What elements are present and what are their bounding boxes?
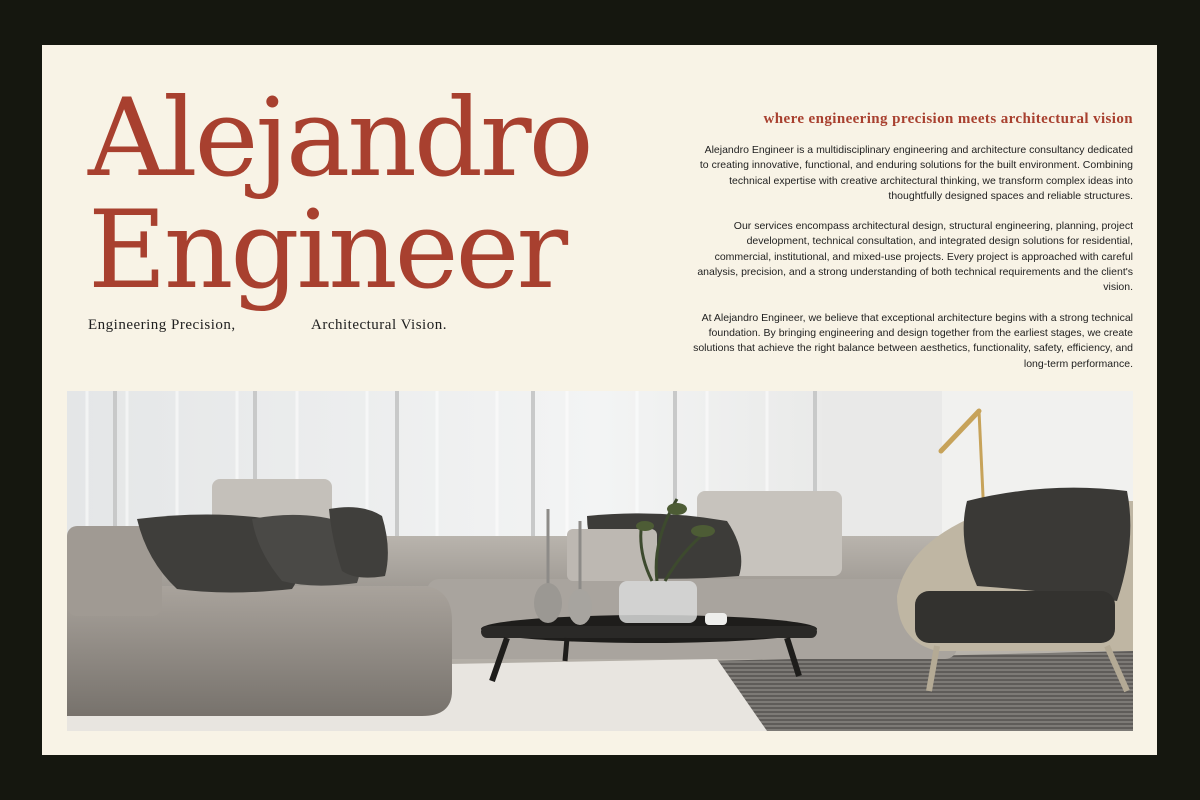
- tagline-left: Engineering Precision,: [88, 317, 236, 333]
- brand-title-line-1: Alejandro: [88, 76, 591, 201]
- paragraph-philosophy: At Alejandro Engineer, we believe that exceptional architecture begins with a strong technical foundation. By bringing engineering and design together from the earliest stages, we create solutions that achieve the right balance between aesthetics, functionality, safety, efficiency, and long-term performance.: [693, 311, 1133, 370]
- interior-photo: [67, 391, 1133, 731]
- subheading: where engineering precision meets architectural vision: [763, 111, 1133, 127]
- living-room-illustration: [67, 391, 1133, 731]
- paragraph-services: Our services encompass architectural design, structural engineering, planning, project development, technical consultation, and integrated design solutions for residential, commercial, institutional, and mixed-use projects. Every project is approached with careful analysis, precision, and a strong understanding of both technical requirements and the client's vision.: [697, 220, 1133, 294]
- brochure-page: [42, 45, 1157, 755]
- body-copy: [693, 143, 1133, 387]
- brand-title: [88, 76, 591, 313]
- brand-title-line-2: Engineer: [88, 188, 566, 313]
- paragraph-intro: Alejandro Engineer is a multidisciplinary engineering and architecture consultancy dedicated to creating innovative, functional, and enduring solutions for the built environment. Combining technical expertise with creative architectural thinking, we transform complex ideas into thoughtfully designed spaces and reliable structures.: [699, 144, 1133, 202]
- tagline-right: Architectural Vision.: [311, 317, 447, 333]
